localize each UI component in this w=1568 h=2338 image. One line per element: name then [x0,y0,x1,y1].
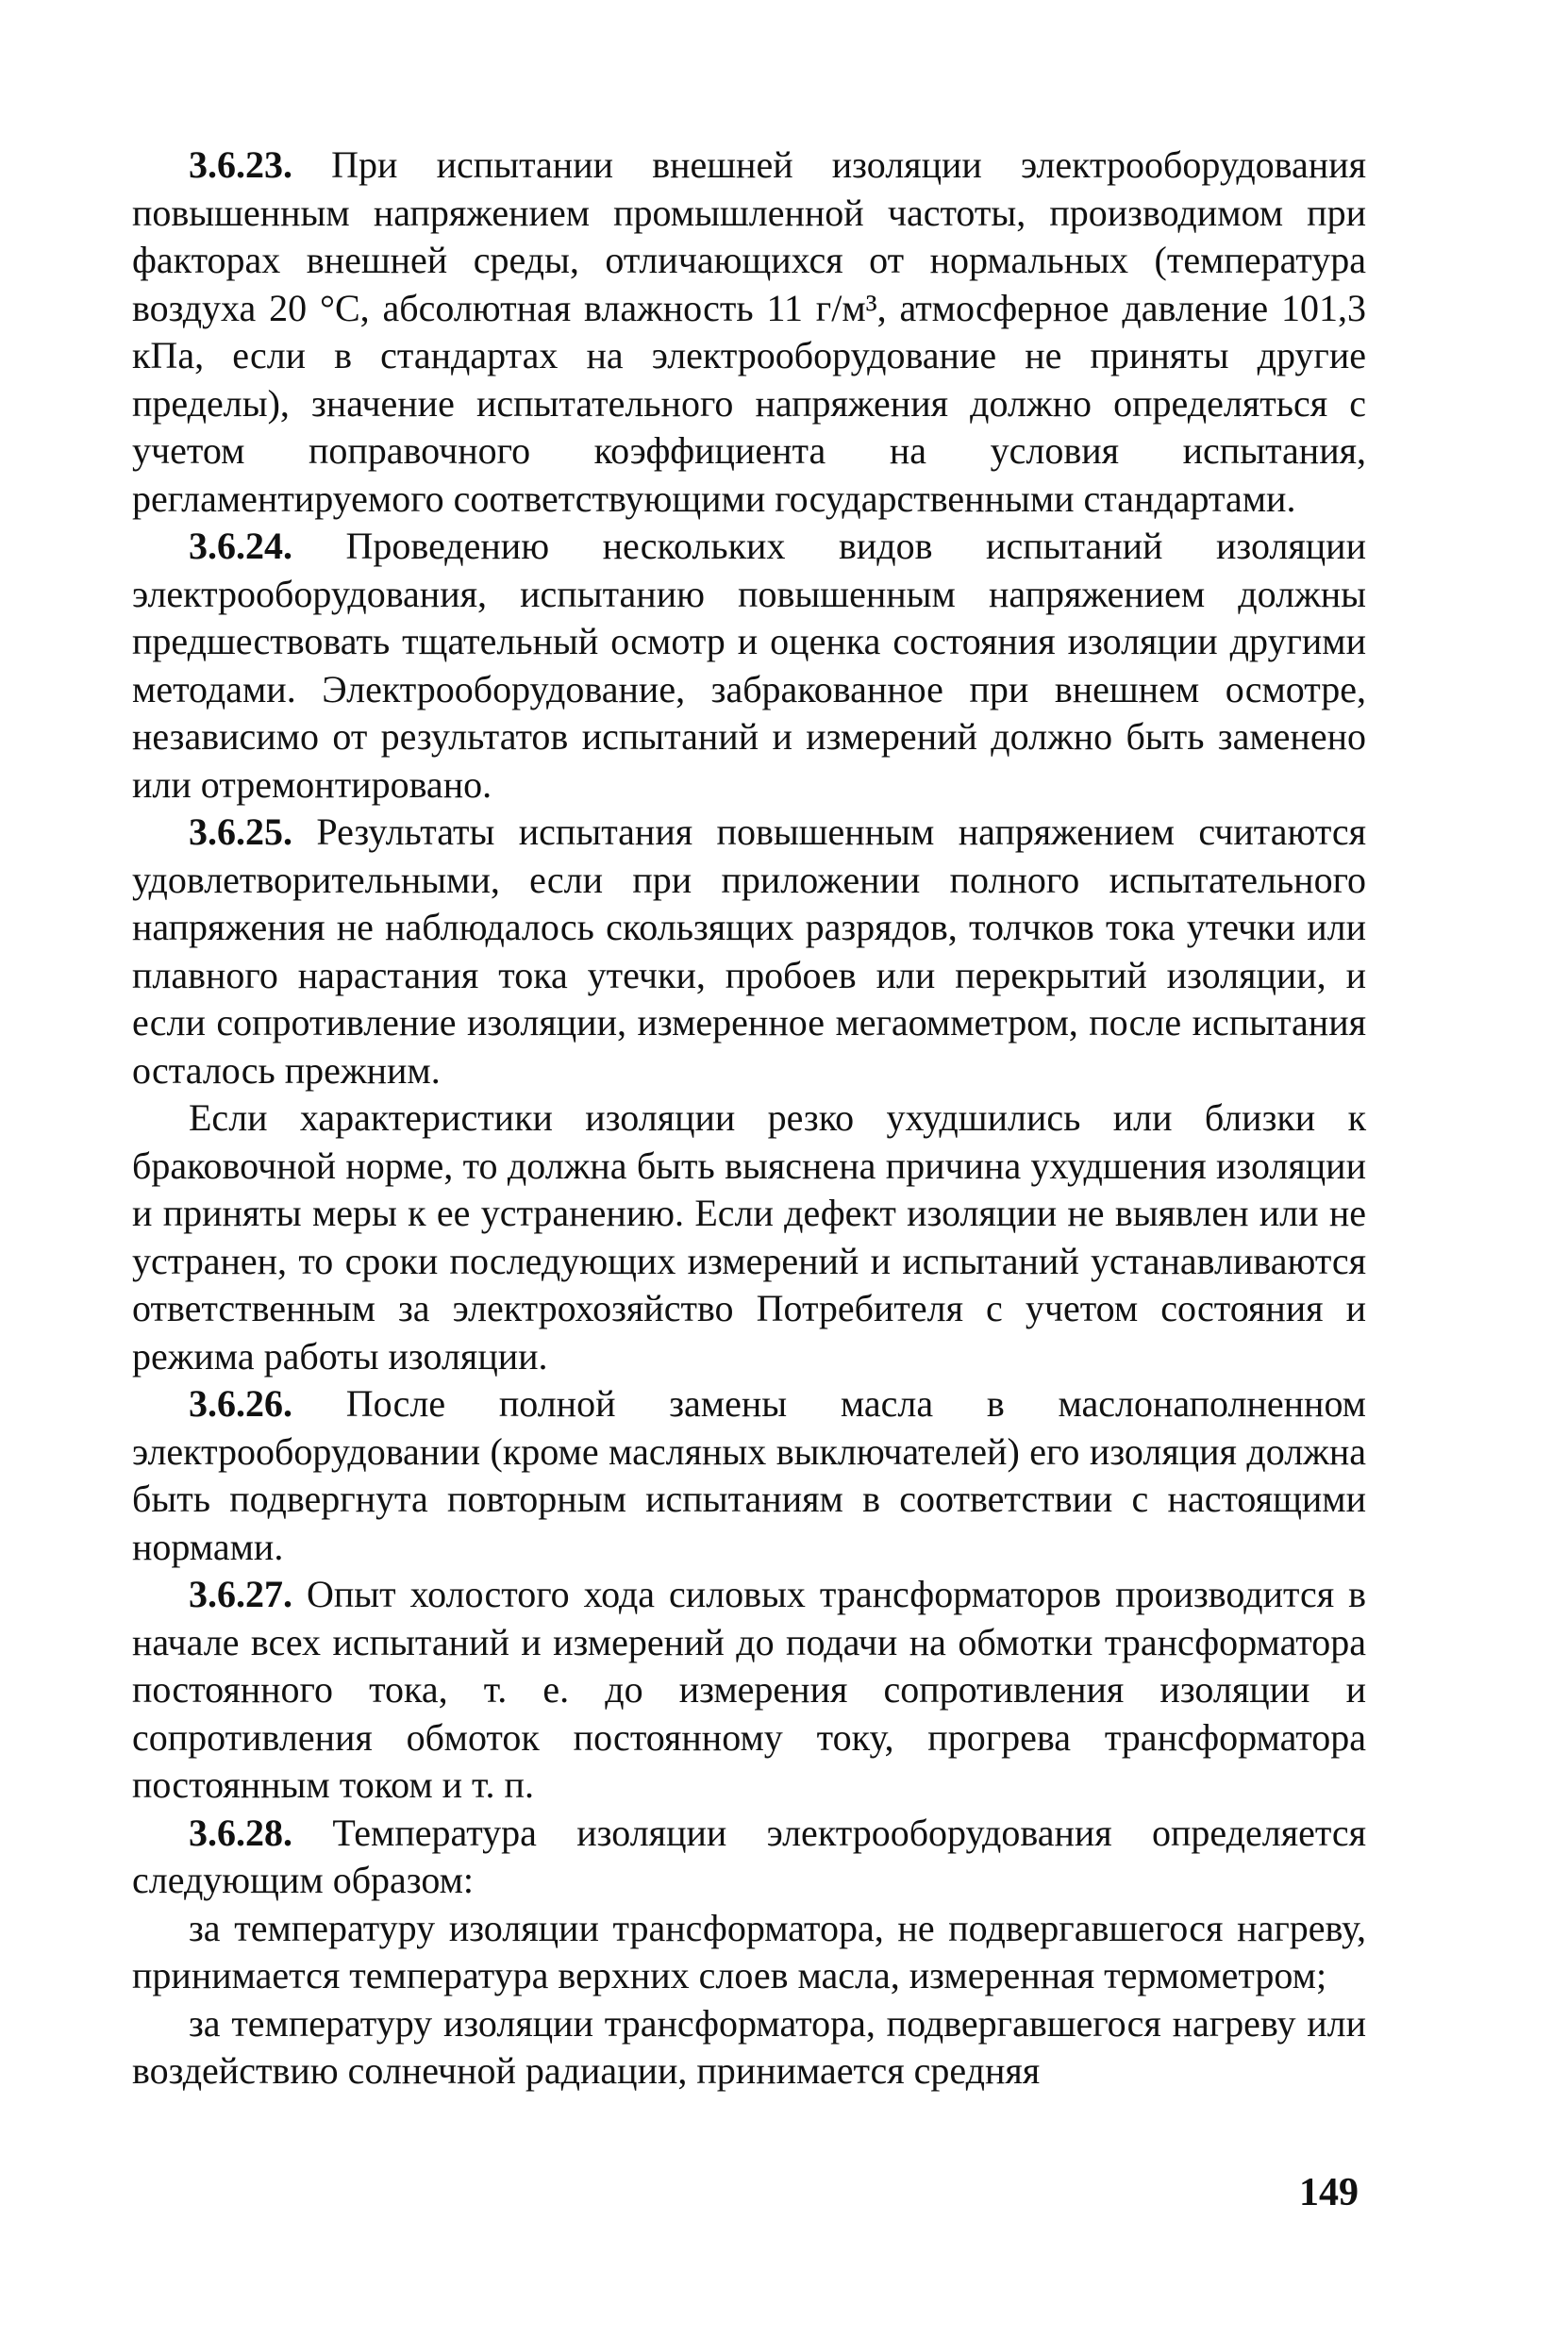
paragraph-text: за температуру изоляции трансформатора, не подвергавшегося нагреву, принимается температура верхних слоев масла, измеренная термометром; [132,1906,1366,1996]
paragraph-text: После полной замены масла в маслонаполненном электрооборудовании (кроме масляных выключателей) его изоляция должна быть подвергнута повторным испытаниям в соответствии с настоящими нормами. [132,1382,1366,1568]
paragraph-text: Опыт холостого хода силовых трансформаторов производится в начале всех испытаний и измерений до подачи на обмотки трансформатора постоянного тока, т. е. до измерения сопротивления изоляции и сопротивления обмоток постоянному току, прогрева трансформатора постоянным током и т. п. [132,1573,1366,1806]
paragraph-3-6-25-continued [132,1094,1366,1380]
paragraph-3-6-25 [132,809,1366,1094]
paragraph-text: Проведению нескольких видов испытаний изоляции электрооборудования, испытанию повышенным напряжением должны предшествовать тщательный осмотр и оценка состояния изоляции другими методами. Электрооборудование, забракованное при внешнем осмотре, независимо от результатов испытаний и измерений должно быть заменено или отремонтировано. [132,525,1366,806]
paragraph-3-6-23 [132,142,1366,523]
paragraph-text: Если характеристики изоляции резко ухудшились или близки к браковочной норме, то должна быть выяснена причина ухудшения изоляции и приняты меры к ее устранению. Если дефект изоляции не выявлен или не устранен, то сроки последующих измерений и испытаний устанавливаются ответственным за электрохозяйство Потребителя с учетом состояния и режима работы изоляции. [132,1096,1366,1378]
clause-number: 3.6.27. [189,1573,292,1615]
paragraph-3-6-28 [132,1810,1366,1905]
clause-number: 3.6.25. [189,810,292,853]
paragraph-text: за температуру изоляции трансформатора, подвергавшегося нагреву или воздействию солнечной радиации, принимается средняя [132,2001,1366,2092]
clause-number: 3.6.23. [189,143,292,186]
paragraph-3-6-24 [132,523,1366,809]
body-text [132,142,1366,2096]
paragraph-text: Результаты испытания повышенным напряжением считаются удовлетворительными, если при приложении полного испытательного напряжения не наблюдалось скользящих разрядов, толчков тока утечки или плавного нарастания тока утечки, пробоев или перекрытий изоляции, и если сопротивление изоляции, измеренное мегаомметром, после испытания осталось прежним. [132,810,1366,1092]
paragraph-text: При испытании внешней изоляции электрооборудования повышенным напряжением промышленной частоты, производимом при факторах внешней среды, отличающихся от нормальных (температура воздуха 20 °С, абсолютная влажность 11 г/м³, атмосферное давление 101,3 кПа, если в стандартах на электрооборудование не приняты другие пределы), значение испытательного напряжения должно определяться с учетом поправочного коэффициента на условия испытания, регламентируемого соответствующими государственными стандартами. [132,143,1366,520]
paragraph-text: Температура изоляции электрооборудования определяется следующим образом: [132,1811,1366,1901]
paragraph-3-6-28-item-2 [132,2000,1366,2096]
paragraph-3-6-26 [132,1380,1366,1571]
clause-number: 3.6.24. [189,525,292,567]
page-number: 149 [1299,2171,1359,2214]
clause-number: 3.6.28. [189,1811,292,1854]
paragraph-3-6-27 [132,1571,1366,1810]
clause-number: 3.6.26. [189,1382,292,1425]
paragraph-3-6-28-item-1 [132,1905,1366,2000]
